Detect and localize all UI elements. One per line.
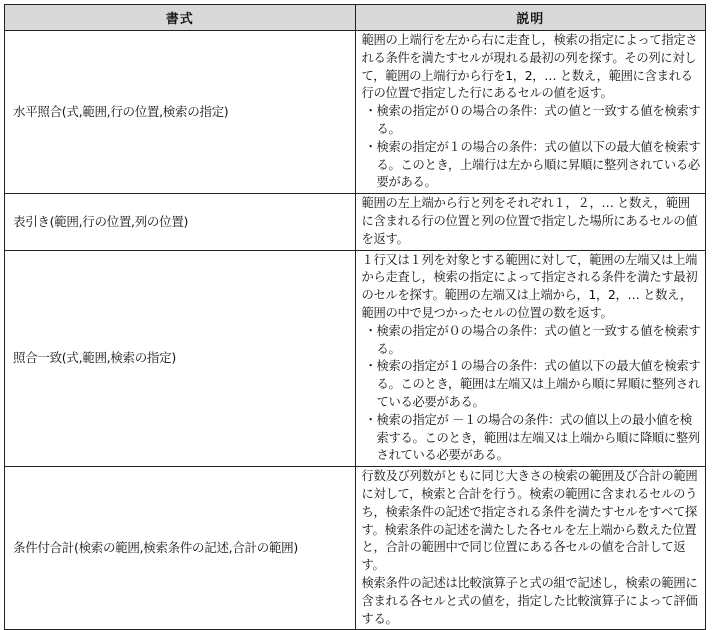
table-row [5, 194, 706, 250]
table-row [5, 250, 706, 467]
function-reference-table [4, 4, 706, 630]
description-text: 行数及び列数がともに同じ大きさの検索の範囲及び合計の範囲に対して，検索と合計を行う。検索の範囲に含まれるセルのうち，検索条件の記述で指定される条件を満たすセルをすべて探す。検索条件の記述を満たした各セルを左上端から数えた位置と，合計の範囲中で同じ位置にある各セルの値を合計して返す。 [361, 469, 698, 573]
format-cell: 照合一致(式,範囲,検索の指定) [5, 250, 356, 467]
condition-bullet: ・検索の指定が －１の場合の条件：式の値以上の最小値を検索する。このとき，範囲は左端又は上端から順に降順に整列されている必要がある。 [364, 412, 700, 463]
table-row [5, 467, 706, 630]
description-text: 検索条件の記述は比較演算子と式の組で記述し，検索の範囲に含まれる各セルと式の値を，指定した比較演算子によって評価する。 [361, 575, 698, 626]
description-cell [355, 250, 706, 467]
condition-bullet: ・検索の指定が０の場合の条件：式の値と一致する値を検索する。 [364, 323, 701, 356]
description-text: 範囲の上端行を左から右に走査し，検索の指定によって指定される条件を満たすセルが現れる最初の列を探す。その列に対して，範囲の上端行から行を1，2，… と数え，範囲に含まれる行の位置で指定した行にあるセルの値を返す。 [361, 33, 698, 101]
condition-bullet: ・検索の指定が１の場合の条件：式の値以下の最大値を検索する。このとき，上端行は左から順に昇順に整列されている必要がある。 [364, 139, 701, 190]
function-reference-table-wrapper [4, 4, 706, 630]
header-row [5, 5, 706, 31]
format-cell: 水平照合(式,範囲,行の位置,検索の指定) [5, 31, 356, 194]
format-cell: 条件付合計(検索の範囲,検索条件の記述,合計の範囲) [5, 467, 356, 630]
format-cell: 表引き(範囲,行の位置,列の位置) [5, 194, 356, 250]
description-cell [355, 31, 706, 194]
header-description: 説明 [355, 5, 706, 31]
header-format: 書式 [5, 5, 356, 31]
description-text: １行又は１列を対象とする範囲に対して，範囲の左端又は上端から走査し，検索の指定によって指定される条件を満たす最初のセルを探す。範囲の左端又は上端から，1，2，… と数え，範囲の中で見つかったセルの位置の数を返す。 [361, 252, 698, 320]
description-cell [355, 194, 706, 250]
description-cell [355, 467, 706, 630]
condition-bullet: ・検索の指定が１の場合の条件：式の値以下の最大値を検索する。このとき，範囲は左端又は上端から順に昇順に整列されている必要がある。 [364, 359, 701, 409]
condition-bullet: ・検索の指定が０の場合の条件：式の値と一致する値を検索する。 [364, 104, 701, 136]
table-row [5, 31, 706, 194]
description-text: 範囲の左上端から行と列をそれぞれ１，２，… と数え，範囲に含まれる行の位置と列の位置で指定した場所にあるセルの値を返す。 [361, 196, 698, 246]
